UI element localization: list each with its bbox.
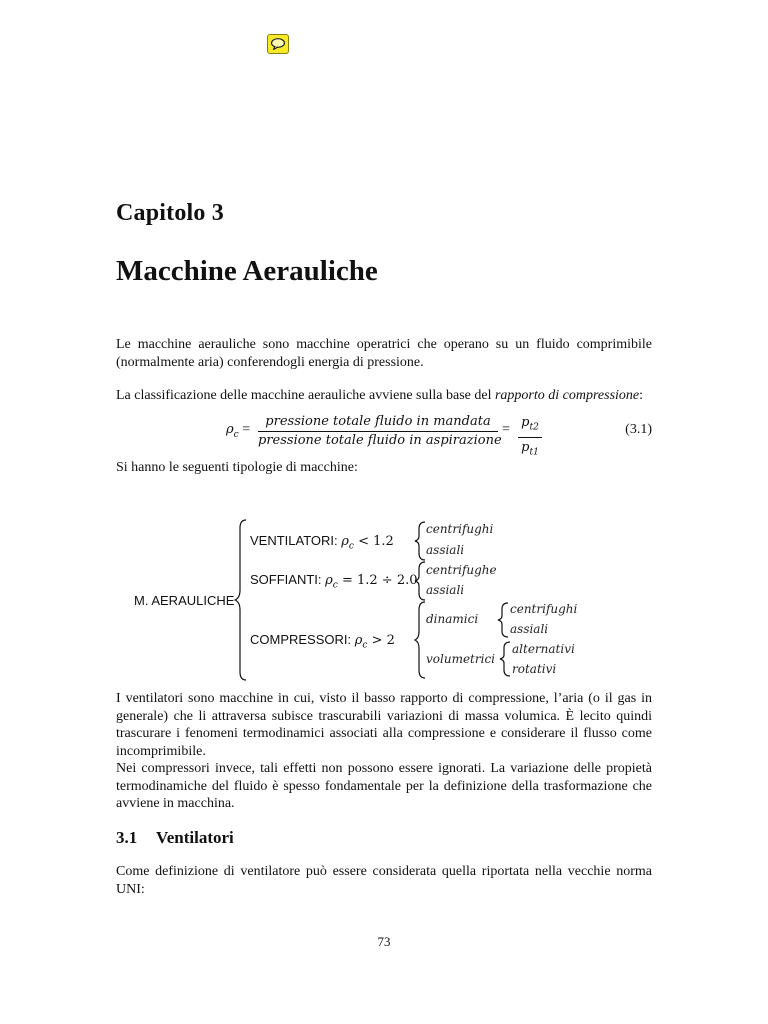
t2-subscript: t2 [529,422,539,433]
volumetrici-rotativi: rotativi [512,662,557,676]
t1-subscript: t1 [529,447,539,458]
rho-subscript: c [348,541,354,552]
compressori-row [250,632,395,651]
rho-subscript: c [332,580,338,591]
compression-ratio-term: rapporto di compressione [494,388,640,403]
fraction-denominator: pressione totale fluido in aspirazione [258,433,502,448]
rho-symbol: ρ [341,534,349,549]
intro-paragraph: Le macchine aerauliche sono macchine operatrici che operano su un fluido comprimibile (normalmente aria) conferendogli energia di pressione. [116,337,652,370]
p-symbol: p [521,415,530,430]
soffianti-condition: = 1.2 ÷ 2.0 [337,573,418,588]
ventilatori-label: VENTILATORI: [250,533,342,548]
ventilatori-brace [415,522,425,560]
rho-subscript: c [233,429,239,440]
dinamici-brace [498,603,508,637]
section-paragraph: Come definizione di ventilatore può essere considerata quella riportata nella vecchie norma UNI: [116,864,652,897]
equation-number: (3.1) [625,422,652,437]
chapter-title: Macchine Aerauliche [116,255,378,287]
ventilatori-assiali: assiali [426,543,465,557]
soffianti-assiali: assiali [426,583,465,597]
rho-symbol: ρ [226,422,234,437]
compressori-condition: > 2 [367,633,395,648]
soffianti-centrifughe: centrifughe [426,563,497,577]
compressori-brace [415,602,425,678]
dinamici-centrifughi: centrifughi [510,602,578,616]
classification-colon: : [639,388,644,403]
p-symbol: p [521,439,530,455]
soffianti-label: SOFFIANTI: [250,572,326,587]
root-brace [235,520,246,680]
volumetrici-label: volumetrici [426,652,496,666]
root-label: M. AERAULICHE [134,593,235,608]
equals-sign-2: = [502,422,510,437]
types-intro: Si hanno le seguenti tipologie di macchine: [116,460,358,475]
section-heading [116,828,234,848]
dinamici-label: dinamici [426,612,479,626]
page-number: 73 [377,934,391,949]
compressori-label: COMPRESSORI: [250,632,355,647]
section-title: Ventilatori [156,828,234,847]
fraction-numerator: pressione totale fluido in mandata [265,414,491,429]
ventilatori-condition: < 1.2 [353,534,394,549]
ventilatori-centrifughi: centrifughi [426,522,494,536]
volumetrici-alternativi: alternativi [512,642,575,656]
equals-sign: = [238,422,251,437]
rho-symbol: ρ [354,633,363,648]
soffianti-row [250,572,418,591]
ventilatori-paragraph: I ventilatori sono macchine in cui, visto il basso rapporto di compressione, l’aria (o il gas in generale) che li attraversa subisce trascurabili variazioni di massa volumica. È lecito quindi trascurare i fenomeni termodinamici associati alla compressione e considerare il flusso come incomprimibile. [116,691,652,759]
dinamici-assiali: assiali [510,622,549,636]
ventilatori-row [250,533,394,552]
rho-subscript: c [362,640,368,651]
classification-text: La classificazione delle macchine aerauliche avviene sulla base del [116,388,495,403]
chapter-label: Capitolo 3 [116,200,225,226]
rho-symbol: ρ [325,573,333,588]
volumetrici-brace [500,642,510,676]
compressori-paragraph: Nei compressori invece, tali effetti non possono essere ignorati. La variazione delle propietà termodinamiche del fluido è spesso fondamentale per la definizione della trasformazione che avviene in macchina. [116,761,652,811]
section-number: 3.1 [116,828,138,847]
